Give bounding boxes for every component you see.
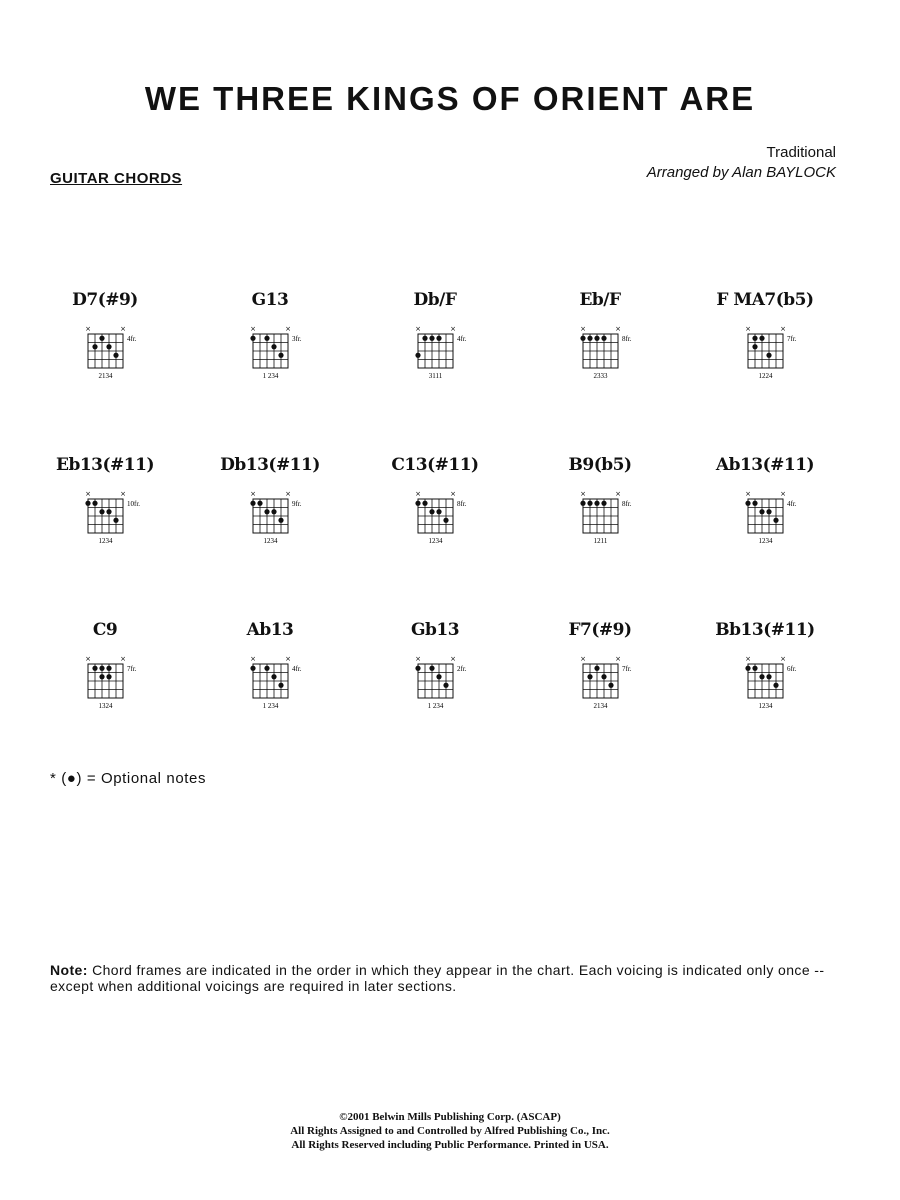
chord-diagram <box>540 620 660 730</box>
finger-dot <box>594 501 599 506</box>
finger-dot <box>436 509 441 514</box>
muted-string-marker: × <box>85 325 91 333</box>
fret-number-label: 2fr. <box>457 665 467 673</box>
muted-string-marker: × <box>580 325 586 333</box>
copyright-block <box>0 1110 900 1152</box>
fret-number-label: 8fr. <box>622 500 632 508</box>
chord-name: Db/F <box>413 290 457 310</box>
finger-dot <box>415 501 420 506</box>
finger-dot <box>106 344 111 349</box>
finger-dot <box>443 683 448 688</box>
muted-string-marker: × <box>780 655 786 663</box>
fret-number-label: 7fr. <box>622 665 632 673</box>
finger-dot <box>601 674 606 679</box>
fretboard <box>210 290 330 400</box>
chord-name: Ab13 <box>246 620 294 640</box>
finger-dot <box>271 509 276 514</box>
fingering-label: 3111 <box>428 372 443 380</box>
finger-dot <box>106 666 111 671</box>
fret-number-label: 4fr. <box>457 335 467 343</box>
copyright-line: All Rights Assigned to and Controlled by Alfred Publishing Co., Inc. <box>290 1125 610 1137</box>
fretboard <box>705 455 825 565</box>
muted-string-marker: × <box>285 325 291 333</box>
muted-string-marker: × <box>415 325 421 333</box>
finger-dot <box>422 336 427 341</box>
finger-dot <box>766 674 771 679</box>
chord-name: Ab13(#11) <box>715 455 815 475</box>
chord-name: F MA7(b5) <box>716 290 814 310</box>
fingering-label: 1 234 <box>427 702 444 710</box>
chord-diagram <box>375 455 495 565</box>
fingering-label: 1234 <box>263 537 278 545</box>
fretboard <box>705 620 825 730</box>
finger-dot <box>429 336 434 341</box>
chord-diagram <box>45 620 165 730</box>
chord-name: F7(#9) <box>568 620 632 640</box>
fret-number-label: 8fr. <box>622 335 632 343</box>
chord-name: Eb/F <box>579 290 621 310</box>
finger-dot <box>773 683 778 688</box>
chord-name: C13(#11) <box>391 455 479 475</box>
fretboard <box>45 290 165 400</box>
note-label: Note: <box>50 962 88 978</box>
muted-string-marker: × <box>120 490 126 498</box>
section-label: GUITAR CHORDS <box>50 170 183 187</box>
finger-dot <box>99 509 104 514</box>
finger-dot <box>264 666 269 671</box>
finger-dot <box>278 683 283 688</box>
chord-diagram <box>45 455 165 565</box>
note-text: Chord frames are indicated in the order in which they appear in the chart. Each voicing is indicated only once -- except when additional voicings are required in later sections. <box>50 962 825 994</box>
fret-number-label: 4fr. <box>127 335 137 343</box>
chord-diagram <box>210 290 330 400</box>
finger-dot <box>766 353 771 358</box>
chord-diagram <box>210 620 330 730</box>
finger-dot <box>759 336 764 341</box>
finger-dot <box>745 501 750 506</box>
chord-diagram <box>705 290 825 400</box>
muted-string-marker: × <box>745 655 751 663</box>
chord-diagram <box>540 455 660 565</box>
chord-name: Db13(#11) <box>220 455 320 475</box>
arranger: Arranged by Alan BAYLOCK <box>646 164 836 181</box>
fret-number-label: 4fr. <box>787 500 797 508</box>
finger-dot <box>264 336 269 341</box>
finger-dot <box>752 501 757 506</box>
copyright-line: ©2001 Belwin Mills Publishing Corp. (ASCAP) <box>339 1111 561 1123</box>
finger-dot <box>752 344 757 349</box>
chord-diagram <box>705 455 825 565</box>
chord-name: B9(b5) <box>568 455 632 475</box>
muted-string-marker: × <box>285 655 291 663</box>
muted-string-marker: × <box>120 325 126 333</box>
chord-diagram <box>540 290 660 400</box>
finger-dot <box>278 353 283 358</box>
finger-dot <box>250 336 255 341</box>
finger-dot <box>766 509 771 514</box>
muted-string-marker: × <box>580 490 586 498</box>
muted-string-marker: × <box>615 655 621 663</box>
muted-string-marker: × <box>450 325 456 333</box>
finger-dot <box>601 501 606 506</box>
fingering-label: 1 234 <box>262 702 279 710</box>
muted-string-marker: × <box>285 490 291 498</box>
finger-dot <box>601 336 606 341</box>
finger-dot <box>415 666 420 671</box>
finger-dot <box>608 683 613 688</box>
muted-string-marker: × <box>780 490 786 498</box>
finger-dot <box>99 666 104 671</box>
finger-dot <box>85 501 90 506</box>
chord-diagram <box>45 290 165 400</box>
fret-number-label: 3fr. <box>292 335 302 343</box>
fretboard <box>705 290 825 400</box>
finger-dot <box>92 344 97 349</box>
chord-name: Eb13(#11) <box>56 455 154 475</box>
fretboard <box>540 620 660 730</box>
fretboard <box>540 290 660 400</box>
fingering-label: 1224 <box>758 372 773 380</box>
fret-number-label: 8fr. <box>457 500 467 508</box>
fret-number-label: 6fr. <box>787 665 797 673</box>
fingering-label: 2333 <box>593 372 608 380</box>
finger-dot <box>257 501 262 506</box>
fretboard <box>375 290 495 400</box>
fingering-label: 1 234 <box>262 372 279 380</box>
fretboard <box>210 620 330 730</box>
finger-dot <box>99 336 104 341</box>
finger-dot <box>92 666 97 671</box>
chord-name: G13 <box>251 290 289 310</box>
finger-dot <box>587 336 592 341</box>
finger-dot <box>594 666 599 671</box>
fret-number-label: 7fr. <box>127 665 137 673</box>
finger-dot <box>106 509 111 514</box>
fingering-label: 1211 <box>593 537 608 545</box>
fingering-label: 2134 <box>593 702 608 710</box>
finger-dot <box>745 666 750 671</box>
finger-dot <box>106 674 111 679</box>
chord-diagram <box>375 620 495 730</box>
fretboard <box>45 455 165 565</box>
page-title: WE THREE KINGS OF ORIENT ARE <box>144 80 756 117</box>
finger-dot <box>264 509 269 514</box>
finger-dot <box>752 336 757 341</box>
finger-dot <box>587 501 592 506</box>
fretboard <box>375 455 495 565</box>
credits <box>647 143 836 183</box>
muted-string-marker: × <box>745 490 751 498</box>
finger-dot <box>580 336 585 341</box>
chord-name: D7(#9) <box>72 290 138 310</box>
finger-dot <box>587 674 592 679</box>
fret-number-label: 7fr. <box>787 335 797 343</box>
optional-notes-footnote: * (●) = Optional notes <box>50 770 207 787</box>
note-paragraph <box>50 962 850 994</box>
fingering-label: 1234 <box>428 537 443 545</box>
fretboard <box>45 620 165 730</box>
fret-number-label: 9fr. <box>292 500 302 508</box>
muted-string-marker: × <box>450 490 456 498</box>
fret-number-label: 4fr. <box>292 665 302 673</box>
finger-dot <box>580 501 585 506</box>
finger-dot <box>415 353 420 358</box>
finger-dot <box>752 666 757 671</box>
fretboard <box>210 455 330 565</box>
muted-string-marker: × <box>615 490 621 498</box>
fingering-label: 1234 <box>758 702 773 710</box>
muted-string-marker: × <box>120 655 126 663</box>
finger-dot <box>594 336 599 341</box>
finger-dot <box>436 674 441 679</box>
chord-diagram <box>210 455 330 565</box>
muted-string-marker: × <box>580 655 586 663</box>
muted-string-marker: × <box>250 325 256 333</box>
finger-dot <box>113 353 118 358</box>
fingering-label: 2134 <box>98 372 113 380</box>
finger-dot <box>422 501 427 506</box>
finger-dot <box>759 674 764 679</box>
chord-name: Bb13(#11) <box>715 620 815 640</box>
finger-dot <box>278 518 283 523</box>
composer: Traditional <box>766 144 836 161</box>
chord-name: Gb13 <box>410 620 460 640</box>
finger-dot <box>436 336 441 341</box>
finger-dot <box>759 509 764 514</box>
copyright-line: All Rights Reserved including Public Performance. Printed in USA. <box>291 1139 609 1151</box>
muted-string-marker: × <box>85 490 91 498</box>
fingering-label: 1234 <box>98 537 113 545</box>
finger-dot <box>429 666 434 671</box>
chord-grid <box>0 290 900 730</box>
muted-string-marker: × <box>415 655 421 663</box>
finger-dot <box>92 501 97 506</box>
chord-name: C9 <box>92 620 118 640</box>
finger-dot <box>443 518 448 523</box>
muted-string-marker: × <box>745 325 751 333</box>
finger-dot <box>250 666 255 671</box>
finger-dot <box>99 674 104 679</box>
muted-string-marker: × <box>780 325 786 333</box>
finger-dot <box>113 518 118 523</box>
finger-dot <box>773 518 778 523</box>
muted-string-marker: × <box>250 490 256 498</box>
finger-dot <box>271 344 276 349</box>
fret-number-label: 10fr. <box>127 500 141 508</box>
finger-dot <box>250 501 255 506</box>
fingering-label: 1324 <box>98 702 113 710</box>
finger-dot <box>429 509 434 514</box>
muted-string-marker: × <box>85 655 91 663</box>
chord-diagram <box>705 620 825 730</box>
fingering-label: 1234 <box>758 537 773 545</box>
muted-string-marker: × <box>250 655 256 663</box>
muted-string-marker: × <box>450 655 456 663</box>
fretboard <box>540 455 660 565</box>
muted-string-marker: × <box>615 325 621 333</box>
fretboard <box>375 620 495 730</box>
muted-string-marker: × <box>415 490 421 498</box>
finger-dot <box>271 674 276 679</box>
chord-diagram <box>375 290 495 400</box>
